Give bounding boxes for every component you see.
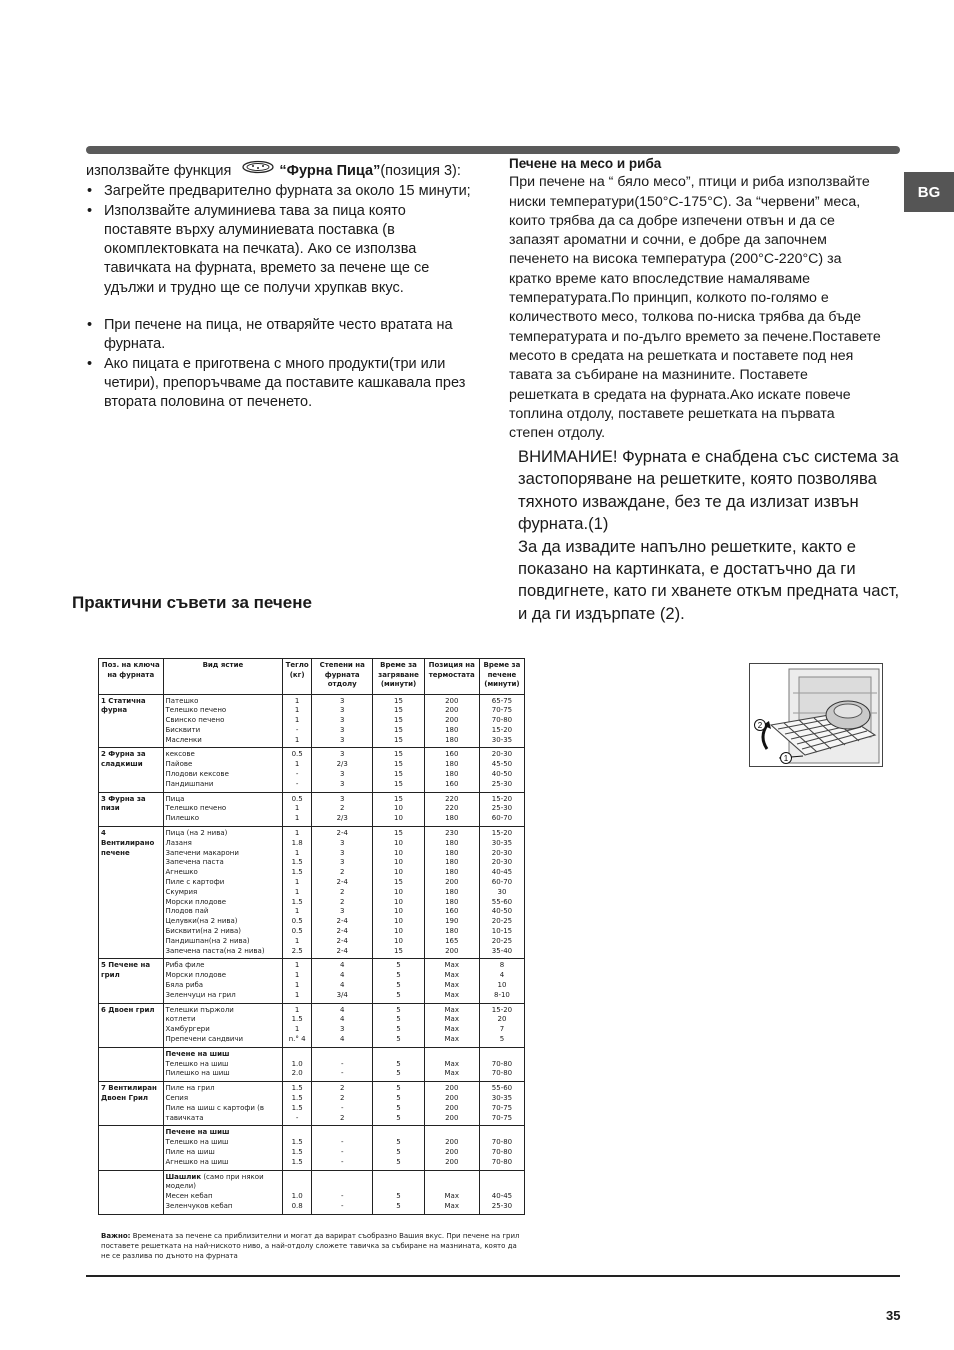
dish-cell <box>163 1126 283 1170</box>
table-row <box>99 1082 525 1126</box>
weight-cell: 1.5 1.5 1.5 <box>283 1126 312 1170</box>
left-column <box>86 160 476 413</box>
bottom-rule <box>86 1275 900 1277</box>
col-header: Позиция на термостата <box>424 659 479 695</box>
footnote-label: Важно: <box>101 1232 131 1240</box>
dish-cell: Риба филе Морски плодове Бяла риба Зеленчуци на грил <box>163 959 283 1003</box>
table-header-row <box>99 659 525 695</box>
table-footnote <box>101 1231 526 1261</box>
dish-list: Телешко на шиш Пиле на шиш Агнешко на шиш <box>165 1138 229 1166</box>
dish-cell: Пиле на грил Сепия Пиле на шиш с картофи (в тавичката <box>163 1082 283 1126</box>
warning-paragraph-1: ВНИМАНИЕ! Фурната е снабдена със система за застопоряване на решетките, която позволява тяхното изваждане, без те да излизат извън фурната.(1) <box>518 447 899 534</box>
level-cell: - - - <box>311 1126 372 1170</box>
function-cell <box>99 1126 164 1170</box>
weight-cell: 1 1 1 1 <box>283 959 312 1003</box>
right-column <box>509 154 881 443</box>
weight-cell: 0.5 1 1 <box>283 792 312 826</box>
table-row <box>99 1126 525 1170</box>
list-item: • Загрейте предварително фурната за около 15 минути; <box>86 182 476 201</box>
page-number: 35 <box>886 1308 901 1323</box>
subheading: Печене на шиш <box>165 1049 230 1058</box>
dish-cell: Пица Телешко печено Пилешко <box>163 792 283 826</box>
level-cell: 4 4 4 3/4 <box>311 959 372 1003</box>
thermostat-cell: 160 180 180 160 <box>424 748 479 792</box>
dish-list: Телешко на шиш Пилешко на шиш <box>165 1059 230 1078</box>
preheat-cell: 15 15 15 15 15 <box>373 694 424 748</box>
list-item: • При печене на пица, не отваряйте често вратата на фурната. <box>86 316 476 355</box>
thermostat-cell: 220 220 180 <box>424 792 479 826</box>
col-header: Степени на фурната отдолу <box>311 659 372 695</box>
function-cell: 4 Вентилирано печене <box>99 827 164 959</box>
subheading-note: (само при някои модели) <box>165 1172 264 1191</box>
time-cell: 40-45 25-30 <box>479 1170 524 1214</box>
level-cell: 2-4 3 3 3 2 2-4 2 2 3 2-4 2-4 2-4 2-4 <box>311 827 372 959</box>
preheat-cell: 5 5 5 5 <box>373 1082 424 1126</box>
time-cell: 15-20 25-30 60-70 <box>479 792 524 826</box>
meat-fish-heading: Печене на месо и риба <box>509 156 662 171</box>
thermostat-cell: 200 200 200 <box>424 1126 479 1170</box>
table-row <box>99 694 525 748</box>
weight-cell: 1 1.8 1 1.5 1.5 1 1 1.5 1 0.5 0.5 1 2.5 <box>283 827 312 959</box>
pizza-icon <box>241 160 275 180</box>
callout-1: 1 <box>783 754 789 763</box>
intro-function-name: “Фурна Пица” <box>279 162 381 179</box>
thermostat-cell: Max Max Max Max <box>424 1003 479 1047</box>
function-cell: 1 Статична фурна <box>99 694 164 748</box>
time-cell: 70-80 70-80 70-80 <box>479 1126 524 1170</box>
time-cell: 20-30 45-50 40-50 25-30 <box>479 748 524 792</box>
pizza-intro <box>86 160 476 182</box>
thermostat-cell: Max Max Max Max <box>424 959 479 1003</box>
preheat-cell: 5 5 <box>373 1170 424 1214</box>
oven-rack-illustration <box>749 663 883 767</box>
thermostat-cell: Max Max <box>424 1047 479 1081</box>
level-cell: 4 4 3 4 <box>311 1003 372 1047</box>
section-title: Практични съвети за печене <box>72 593 312 612</box>
time-cell: 65-75 70-75 70-80 15-20 30-35 <box>479 694 524 748</box>
table-row <box>99 959 525 1003</box>
table-row <box>99 1047 525 1081</box>
function-cell <box>99 1170 164 1214</box>
level-cell: 3 3 3 3 3 <box>311 694 372 748</box>
cooking-table <box>98 658 525 1215</box>
preheat-cell: 15 15 15 15 <box>373 748 424 792</box>
table-row <box>99 792 525 826</box>
function-cell: 7 Вентилиран Двоен Грил <box>99 1082 164 1126</box>
thermostat-cell: 200 200 200 200 <box>424 1082 479 1126</box>
time-cell: 15-20 20 7 5 <box>479 1003 524 1047</box>
time-cell: 55-60 30-35 70-75 70-75 <box>479 1082 524 1126</box>
list-item: • Използвайте алуминиева тава за пица която поставяте върху алуминиевата поставка (в окомплектовката на печката). Ако се използва тавичката на фурната, времето за печене ще се удължи и трудно ще се получи хрупкав вкус. <box>86 202 476 298</box>
dish-cell: Патешко Телешко печено Свинско печено Бисквити Масленки <box>163 694 283 748</box>
preheat-cell: 5 5 <box>373 1047 424 1081</box>
subheading: Шашлик <box>165 1172 202 1181</box>
time-cell: 8 4 10 8-10 <box>479 959 524 1003</box>
table-row <box>99 1003 525 1047</box>
table-row <box>99 827 525 959</box>
function-cell: 3 Фурна за пизи <box>99 792 164 826</box>
dish-cell: Телешки пържоли котлети Хамбургери Препечени сандвичи <box>163 1003 283 1047</box>
intro-prefix: използвайте функция <box>86 162 232 179</box>
dish-cell: Пица (на 2 нива) Лазаня Запечени макарони Запечена паста Агнешко Пиле с картофи Скумрия Морски плодове Плодов пай Целувки(на 2 нива) Бисквити(на 2 нива) Пандишпан(на 2 нива) Запечена паста(на 2 нива) <box>163 827 283 959</box>
footnote-text: Времената за печене са приблизителни и могат да варират съобразно Вашия вкус. При печене на грил поставете решетката на най-ниското ниво, а най-отдолу сложете тавичка за събиране на мазнината, която да не се разлива по дъното на фурната <box>101 1232 520 1260</box>
weight-cell: 1 1.5 1 n.° 4 <box>283 1003 312 1047</box>
warning-block <box>518 446 903 625</box>
warning-paragraph-2: За да извадите напълно решетките, както е показано на картинката, е достатъчно да ги повдигнете, като ги хванете откъм предната част, и да ги издърпате (2). <box>518 536 900 623</box>
language-tab: BG <box>904 172 954 212</box>
top-rule <box>86 146 900 154</box>
thermostat-cell: 230 180 180 180 180 200 180 180 160 190 180 165 200 <box>424 827 479 959</box>
preheat-cell: 15 10 10 <box>373 792 424 826</box>
level-cell: 3 2/3 3 3 <box>311 748 372 792</box>
meat-fish-body: При печене на “ бяло месо”, птици и риба използвайте ниски температури(150°С-175°С). За “червени” меса, които трябва да са добре изпечени отвън и да се запазят ароматни и сочни, е добре да започнем печенето на висока температура (200°С-220°С) за кратко време като впоследствие намаляваме температурата.По принцип, колкото по-голямо е количеството месо, толкова по-ниска трябва да бъде температурата и по-дълго времето за печене.Поставете месото в средата на решетката и поставете под нея тавата за събиране на мазнините. Поставете решетката в средата на фурната.Ако искате повече топлина отдолу, поставете решетката на първата степен отдолу. <box>509 174 881 442</box>
weight-cell: 1.5 1.5 1.5 - <box>283 1082 312 1126</box>
level-cell: - - <box>311 1047 372 1081</box>
col-header: Поз. на ключа на фурната <box>99 659 164 695</box>
dish-cell <box>163 1047 283 1081</box>
table-row <box>99 748 525 792</box>
dish-cell: кексове Пайове Плодови кексове Пандишпани <box>163 748 283 792</box>
level-cell: - - <box>311 1170 372 1214</box>
list-item: • Ако пицата е приготвена с много продукти(три или четири), препоръчваме да поставите кашкавала през втората половина от печенето. <box>86 355 476 413</box>
function-cell: 5 Печене на грил <box>99 959 164 1003</box>
callout-2: 2 <box>757 721 763 730</box>
function-cell: 6 Двоен грил <box>99 1003 164 1047</box>
dish-cell <box>163 1170 283 1214</box>
bullet-list-2 <box>86 316 476 412</box>
table-row <box>99 1170 525 1214</box>
col-header: Време за печене (минути) <box>479 659 524 695</box>
subheading: Печене на шиш <box>165 1128 230 1137</box>
function-cell <box>99 1047 164 1081</box>
col-header: Вид ястие <box>163 659 283 695</box>
thermostat-cell: 200 200 200 180 180 <box>424 694 479 748</box>
time-cell: 15-20 30-35 20-30 20-30 40-45 60-70 30 55-60 40-50 20-25 10-15 20-25 35-40 <box>479 827 524 959</box>
intro-suffix: (позиция 3): <box>380 162 461 179</box>
weight-cell: 0.5 1 - - <box>283 748 312 792</box>
time-cell: 70-80 70-80 <box>479 1047 524 1081</box>
preheat-cell: 5 5 5 5 <box>373 959 424 1003</box>
col-header: Тегло (кг) <box>283 659 312 695</box>
weight-cell: 1.0 2.0 <box>283 1047 312 1081</box>
preheat-cell: 5 5 5 <box>373 1126 424 1170</box>
dish-list: Месен кебап Зеленчуков кебап <box>165 1192 233 1210</box>
bullet-list-1 <box>86 182 476 298</box>
level-cell: 2 2 - 2 <box>311 1082 372 1126</box>
function-cell: 2 Фурна за сладкиши <box>99 748 164 792</box>
thermostat-cell: Max Max <box>424 1170 479 1214</box>
level-cell: 3 2 2/3 <box>311 792 372 826</box>
weight-cell: 1.0 0.8 <box>283 1170 312 1214</box>
weight-cell: 1 1 1 - 1 <box>283 694 312 748</box>
preheat-cell: 5 5 5 5 <box>373 1003 424 1047</box>
preheat-cell: 15 10 10 10 10 15 10 10 10 10 10 10 15 <box>373 827 424 959</box>
col-header: Време за загряване (минути) <box>373 659 424 695</box>
